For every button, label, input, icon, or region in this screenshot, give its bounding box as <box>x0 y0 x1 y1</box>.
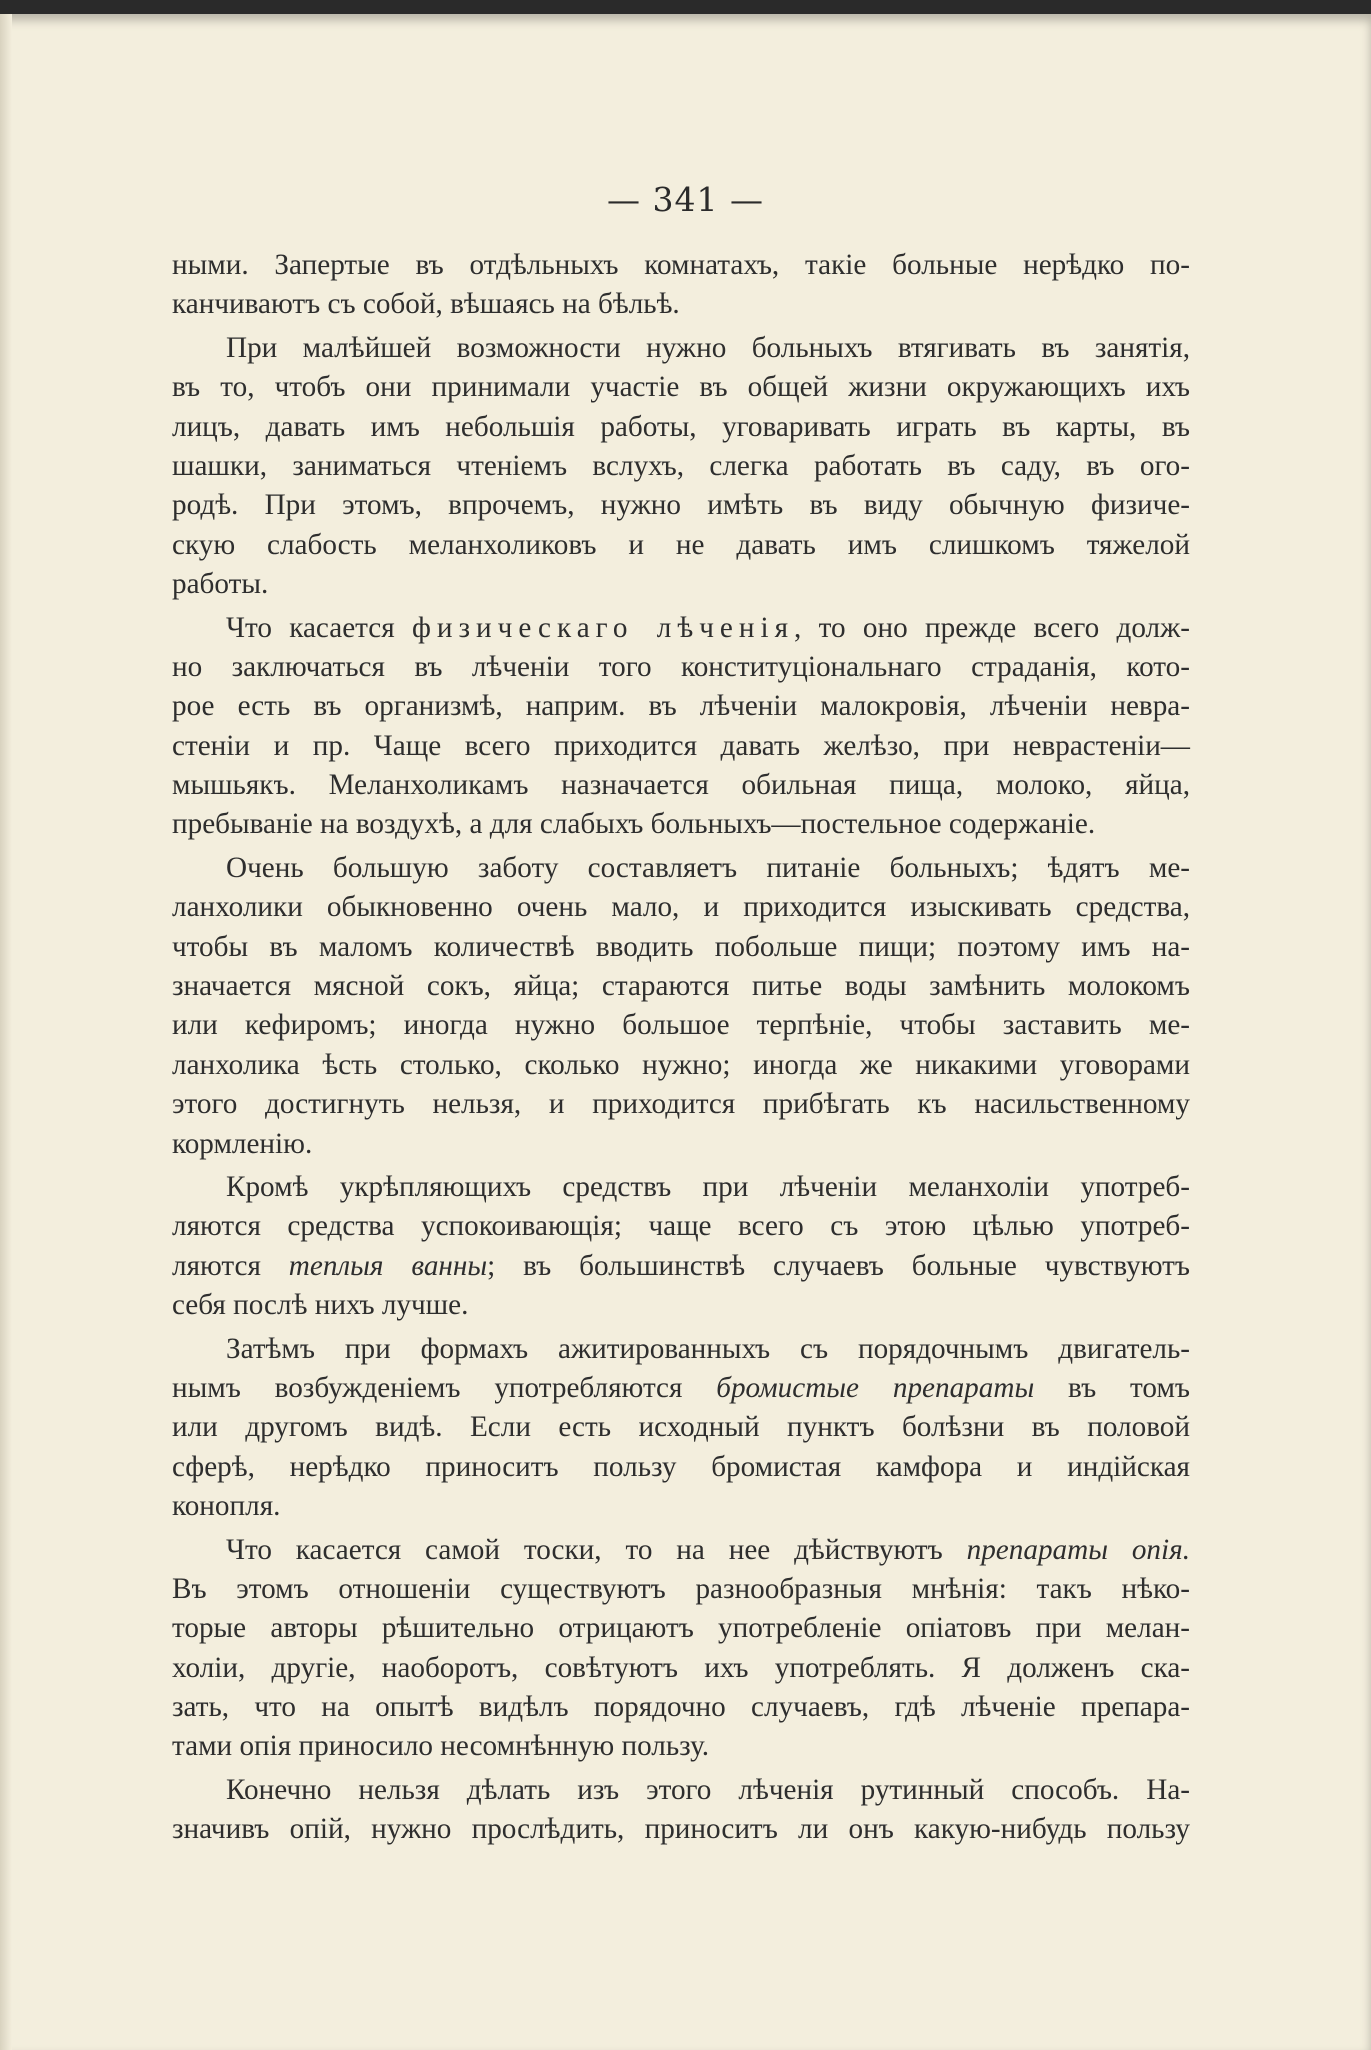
paragraph <box>172 329 1190 605</box>
body-text <box>172 246 1190 1854</box>
text-line: себя послѣ нихъ лучше. <box>172 1289 469 1322</box>
text-line: или кефиромъ; иногда нужно большое терпѣніе, чтобы заставить ме- <box>172 1009 1190 1042</box>
text-line: пребываніе на воздухѣ, а для слабыхъ больныхъ—постельное содержаніе. <box>172 808 1096 841</box>
text-line: канчиваютъ съ собой, вѣшаясь на бѣльѣ. <box>172 288 680 321</box>
text-line: кормленію. <box>172 1127 313 1160</box>
text-run: Что касается <box>226 611 412 644</box>
text-line: родѣ. При этомъ, впрочемъ, нужно имѣть въ виду обычную физиче- <box>172 489 1190 522</box>
text-line: рое есть въ организмѣ, наприм. въ лѣченіи малокровія, лѣченіи невра- <box>172 690 1190 723</box>
text-line: чтобы въ маломъ количествѣ вводить побольше пищи; поэтому имъ на- <box>172 930 1190 963</box>
text-line: или другомъ видѣ. Если есть исходный пунктъ болѣзни въ половой <box>172 1411 1190 1444</box>
italic-emphasis: теплыя ванны <box>288 1249 488 1282</box>
paragraph <box>172 609 1190 845</box>
italic-emphasis: бромистые препараты <box>716 1371 1035 1404</box>
text-line: ными. Запертые въ отдѣльныхъ комнатахъ, такіе больные нерѣдко по- <box>172 249 1190 281</box>
text-line: При малѣйшей возможности нужно больныхъ втягивать въ занятія, <box>226 331 1190 364</box>
text-line <box>172 1247 1190 1286</box>
text-line: холіи, другіе, наоборотъ, совѣтуютъ ихъ употреблять. Я долженъ ска- <box>172 1651 1190 1684</box>
text-line: значается мясной сокъ, яйца; стараются питье воды замѣнить молокомъ <box>172 970 1190 1003</box>
text-line: но заключаться въ лѣченіи того конституціональнаго страданія, кото- <box>172 650 1190 683</box>
text-line: стеніи и пр. Чаще всего приходится давать желѣзо, при неврастеніи— <box>172 729 1190 762</box>
text-line <box>172 1531 1190 1570</box>
text-line: ляются средства успокоивающія; чаще всего съ этою цѣлью употреб- <box>172 1210 1190 1243</box>
text-line: этого достигнуть нельзя, и приходится прибѣгать къ насильственному <box>172 1088 1190 1121</box>
text-line: шашки, заниматься чтеніемъ вслухъ, слегка работать въ саду, въ ого- <box>172 449 1190 482</box>
text-line: торые авторы рѣшительно отрицаютъ употребленіе опіатовъ при мелан- <box>172 1612 1190 1645</box>
text-line: Конечно нельзя дѣлать изъ этого лѣченія рутинный способъ. На- <box>226 1773 1190 1806</box>
text-line: Затѣмъ при формахъ ажитированныхъ съ порядочнымъ двигатель- <box>226 1332 1190 1365</box>
text-line: значивъ опій, нужно прослѣдить, приноситъ ли онъ какую-нибудь пользу <box>172 1813 1190 1846</box>
text-line: мышьякъ. Меланхоликамъ назначается обильная пища, молоко, яйца, <box>172 769 1190 802</box>
italic-emphasis: препараты опія. <box>966 1533 1190 1566</box>
text-run: , то оно прежде всего долж- <box>794 611 1191 644</box>
text-line <box>172 1369 1190 1408</box>
text-run: нымъ возбужденіемъ употребляются <box>172 1371 717 1404</box>
paragraph <box>172 1330 1190 1527</box>
paragraph <box>172 246 1190 325</box>
paragraph <box>172 1531 1190 1767</box>
text-line: сферѣ, нерѣдко приноситъ пользу бромистая камфора и индійская <box>172 1450 1190 1483</box>
text-line: работы. <box>172 568 269 601</box>
text-line: тами опія приносило несомнѣнную пользу. <box>172 1730 710 1763</box>
text-line: Кромѣ укрѣпляющихъ средствъ при лѣченіи меланхоліи употреб- <box>226 1170 1190 1203</box>
text-line: лицъ, давать имъ небольшія работы, уговаривать играть въ карты, въ <box>172 410 1190 443</box>
text-line <box>172 609 1190 648</box>
text-run: въ томъ <box>1034 1371 1191 1404</box>
text-line: Очень большую заботу составляетъ питаніе больныхъ; ѣдятъ ме- <box>226 851 1190 884</box>
text-line: Въ этомъ отношеніи существуютъ разнообразныя мнѣнія: такъ нѣко- <box>172 1572 1190 1605</box>
text-line: ланхолики обыкновенно очень мало, и приходится изыскивать средства, <box>172 891 1190 924</box>
paragraph <box>172 849 1190 1164</box>
text-run: ляются <box>172 1249 289 1282</box>
text-line: конопля. <box>172 1490 281 1523</box>
text-line: зать, что на опытѣ видѣлъ порядочно случаевъ, гдѣ лѣченіе препара- <box>172 1691 1190 1724</box>
text-line: скую слабость меланхоликовъ и не давать имъ слишкомъ тяжелой <box>172 528 1190 561</box>
paragraph <box>172 1771 1190 1850</box>
spaced-emphasis: физическаго лѣченія <box>411 611 795 644</box>
paragraph <box>172 1168 1190 1326</box>
page-edge <box>0 14 12 2050</box>
text-line: въ то, чтобъ они принимали участіе въ общей жизни окружающихъ ихъ <box>172 371 1190 404</box>
text-run: Что касается самой тоски, то на нее дѣйствуютъ <box>226 1533 967 1566</box>
text-line: ланхолика ѣсть столько, сколько нужно; иногда же никакими уговорами <box>172 1048 1190 1081</box>
text-run: ; въ большинствѣ случаевъ больные чувствуютъ <box>487 1249 1190 1282</box>
page-number: — 341 — <box>607 180 764 219</box>
